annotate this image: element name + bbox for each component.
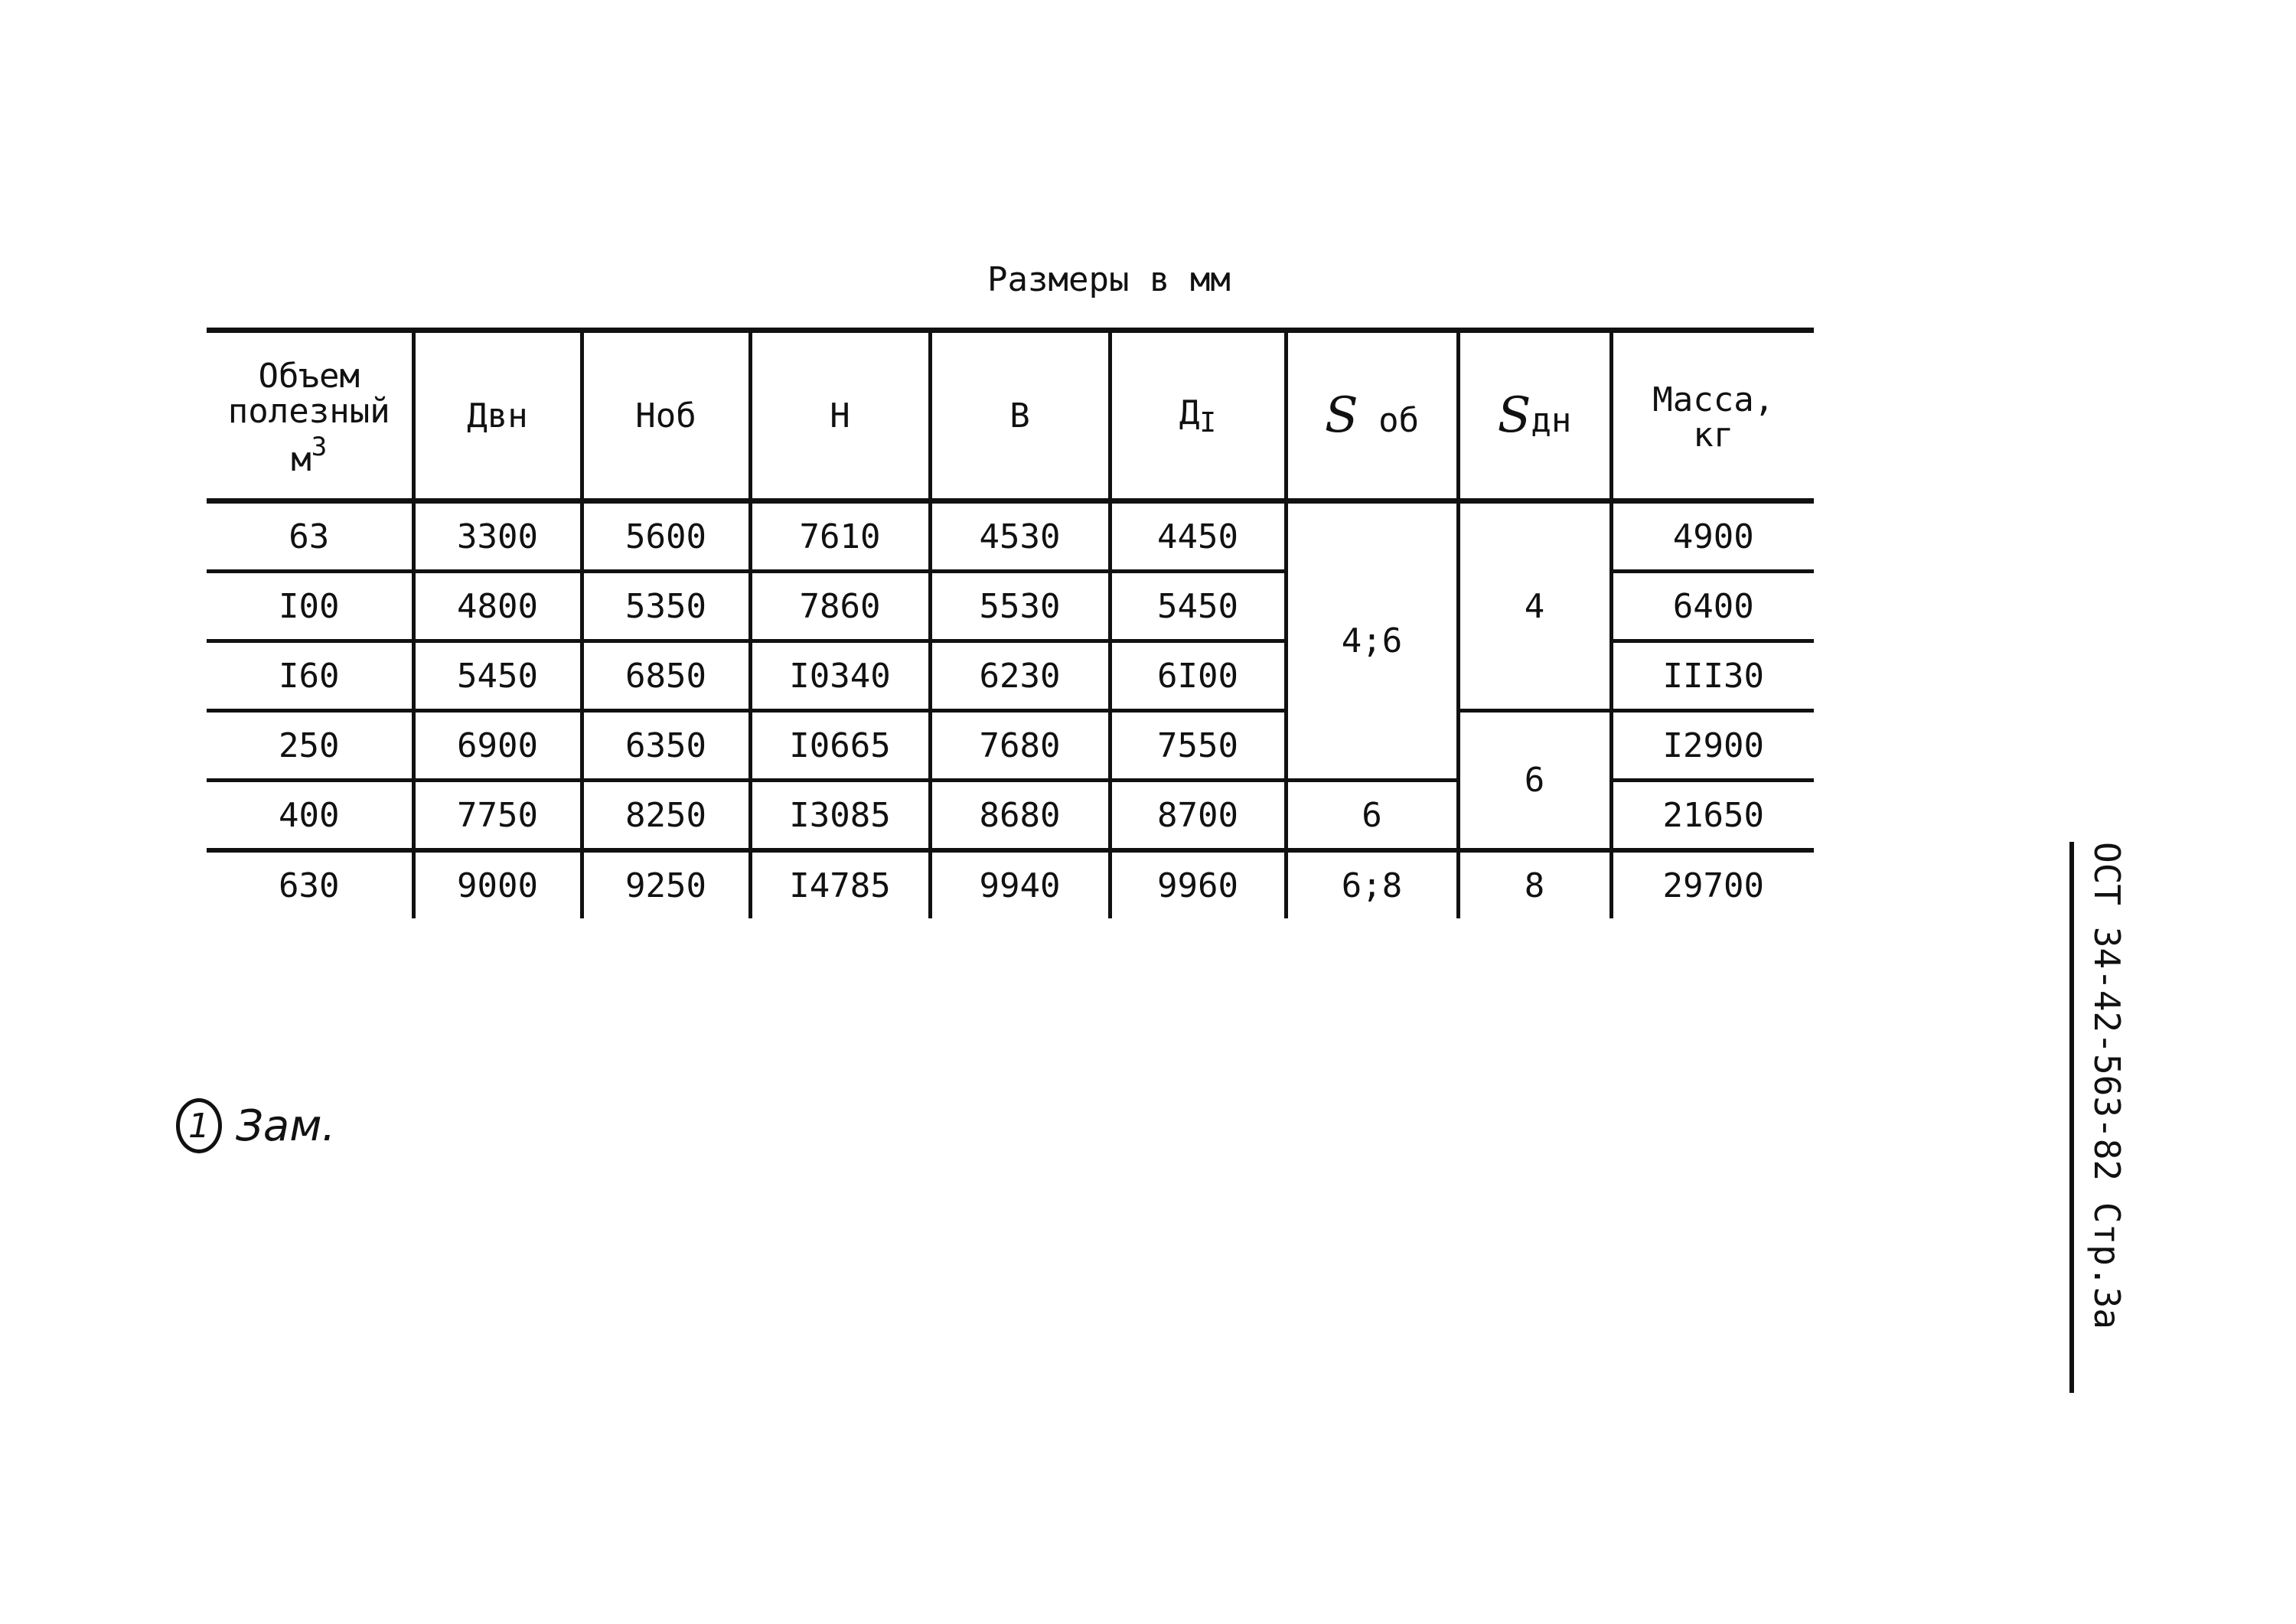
cell-hob: 8250	[582, 781, 750, 851]
cell-b: 4530	[930, 501, 1110, 572]
cell-hob: 5600	[582, 501, 750, 572]
cell-mass: 6400	[1611, 572, 1814, 641]
cell-volume: I60	[207, 641, 413, 711]
header-mass-line2: кг	[1693, 416, 1734, 455]
dimensions-table	[207, 328, 1814, 918]
header-s-dn-sub: дн	[1531, 401, 1572, 440]
header-d1-sub: I	[1199, 406, 1217, 439]
header-s-dn-main: S	[1497, 387, 1531, 444]
cell-b: 6230	[930, 641, 1110, 711]
header-mass-line1: Масса,	[1652, 380, 1775, 419]
side-divider-line	[2069, 842, 2074, 1393]
cell-d1: 6I00	[1110, 641, 1286, 711]
header-s-ob	[1286, 331, 1458, 501]
header-volume-sup: 3	[311, 431, 328, 462]
cell-dvn: 7750	[413, 781, 582, 851]
cell-h: I3085	[750, 781, 930, 851]
cell-volume: 63	[207, 501, 413, 572]
table-row	[207, 501, 1814, 572]
cell-s-dn-group: 6	[1458, 711, 1611, 851]
cell-hob: 5350	[582, 572, 750, 641]
cell-hob: 6850	[582, 641, 750, 711]
cell-dvn: 5450	[413, 641, 582, 711]
cell-b: 8680	[930, 781, 1110, 851]
change-number-circle: 1	[176, 1098, 222, 1153]
cell-dvn: 3300	[413, 501, 582, 572]
header-s-ob-main: S	[1324, 387, 1358, 444]
header-mass	[1611, 331, 1814, 501]
header-volume	[207, 331, 413, 501]
change-note	[176, 1091, 335, 1160]
cell-volume: 250	[207, 711, 413, 781]
cell-b: 9940	[930, 850, 1110, 918]
cell-d1: 5450	[1110, 572, 1286, 641]
cell-h: I4785	[750, 850, 930, 918]
cell-s-ob-group: 6;8	[1286, 850, 1458, 918]
cell-s-ob-group: 6	[1286, 781, 1458, 851]
cell-dvn: 9000	[413, 850, 582, 918]
cell-d1: 4450	[1110, 501, 1286, 572]
cell-volume: 400	[207, 781, 413, 851]
cell-d1: 8700	[1110, 781, 1286, 851]
table-row	[207, 711, 1814, 781]
header-hob: Ноб	[582, 331, 750, 501]
cell-d1: 9960	[1110, 850, 1286, 918]
cell-h: I0340	[750, 641, 930, 711]
cell-mass: III30	[1611, 641, 1814, 711]
cell-hob: 9250	[582, 850, 750, 918]
cell-hob: 6350	[582, 711, 750, 781]
header-d1	[1110, 331, 1286, 501]
document-code-label: ОСТ 34-42-563-82 Стр.3а	[2086, 842, 2128, 1329]
cell-dvn: 4800	[413, 572, 582, 641]
cell-h: 7610	[750, 501, 930, 572]
cell-dvn: 6900	[413, 711, 582, 781]
cell-s-dn-group: 8	[1458, 850, 1611, 918]
cell-volume: 630	[279, 866, 340, 905]
cell-b: 5530	[930, 572, 1110, 641]
cell-d1: 7550	[1110, 711, 1286, 781]
header-b: В	[930, 331, 1110, 501]
cell-mass: 29700	[1611, 850, 1814, 918]
header-s-ob-sub: об	[1378, 401, 1420, 440]
cell-h: 7860	[750, 572, 930, 641]
header-volume-line2: полезный	[227, 391, 390, 431]
change-note-text: Зам.	[236, 1101, 336, 1151]
header-d1-main: Д	[1179, 393, 1200, 432]
header-volume-unit	[207, 429, 412, 478]
header-dvn: Двн	[413, 331, 582, 501]
cell-b: 7680	[930, 711, 1110, 781]
header-h: Н	[750, 331, 930, 501]
header-volume-line1: Объем	[258, 356, 360, 396]
dimensions-caption: Размеры в мм	[987, 260, 1231, 299]
cell-s-dn-group: 4	[1458, 501, 1611, 711]
table-row	[207, 850, 1814, 918]
cell-mass: 21650	[1611, 781, 1814, 851]
side-stamp	[2066, 842, 2128, 1393]
cell-h: I0665	[750, 711, 930, 781]
cell-volume: I00	[207, 572, 413, 641]
header-s-dn	[1458, 331, 1611, 501]
cell-mass: 4900	[1611, 501, 1814, 572]
cell-s-ob-group: 4;6	[1286, 501, 1458, 781]
cell-mass: I2900	[1611, 711, 1814, 781]
header-volume-line3: м	[291, 439, 311, 479]
table-header-row	[207, 331, 1814, 501]
